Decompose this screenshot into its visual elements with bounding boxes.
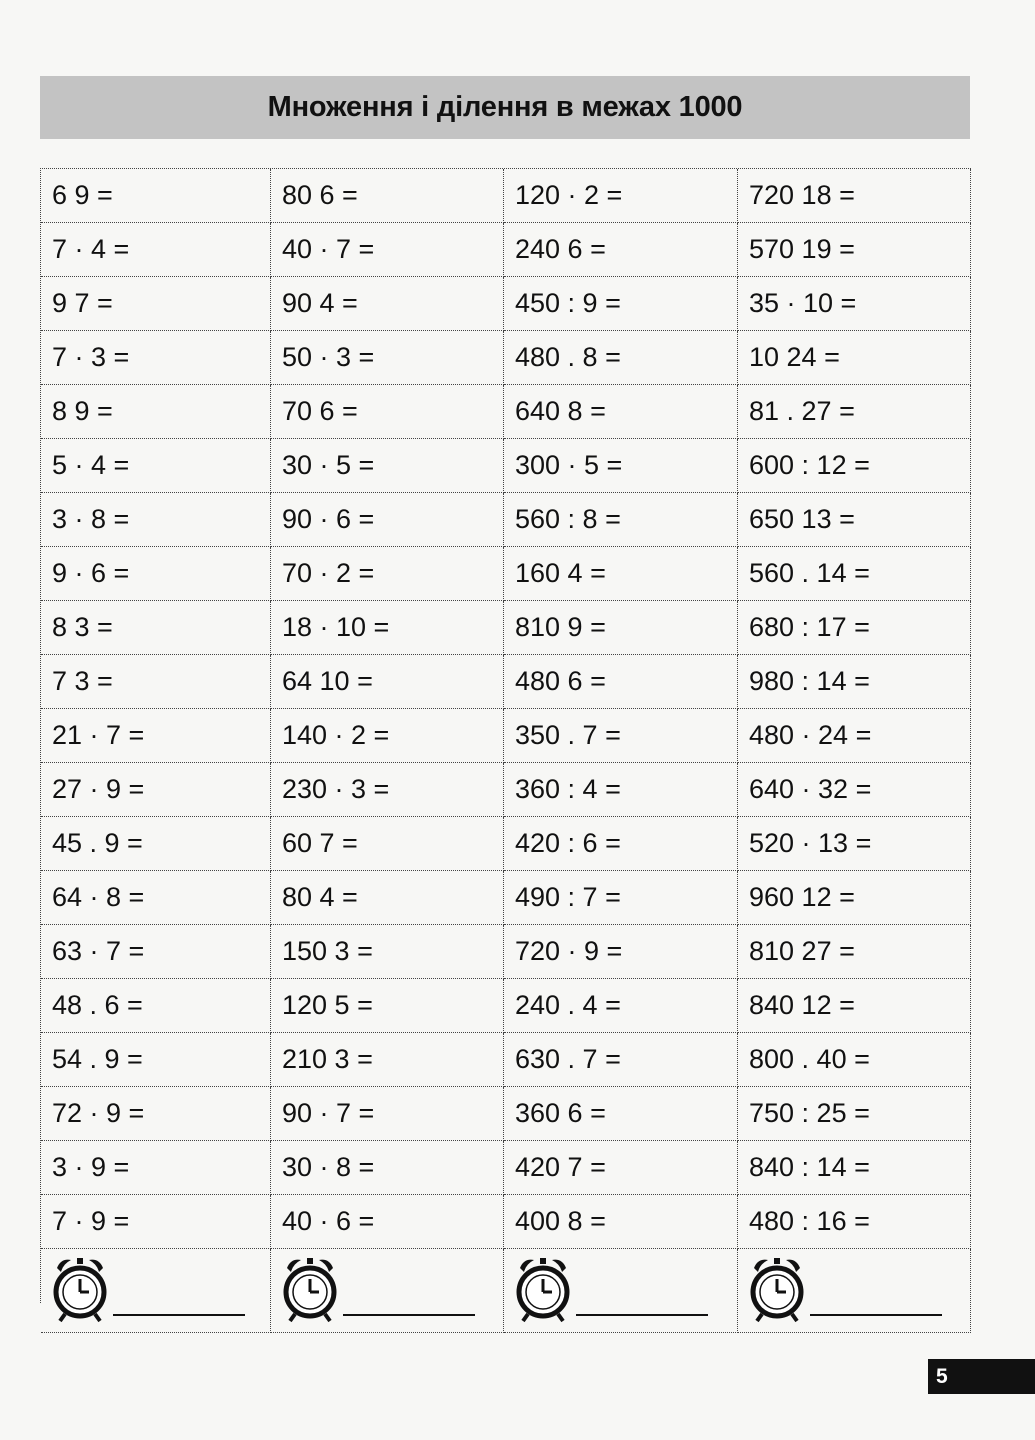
exercise-cell: 54 . 9 = — [41, 1033, 271, 1087]
page-title: Множення і ділення в межах 1000 — [267, 91, 743, 123]
exercise-cell: 800 . 40 = — [738, 1033, 971, 1087]
exercise-cell: 7 · 3 = — [41, 331, 271, 385]
alarm-clock-icon — [281, 1254, 339, 1324]
exercise-cell: 9 7 = — [41, 277, 271, 331]
exercise-cell: 960 12 = — [738, 871, 971, 925]
exercise-cell: 6 9 = — [41, 169, 271, 223]
exercise-cell: 420 7 = — [504, 1141, 738, 1195]
exercise-cell: 400 8 = — [504, 1195, 738, 1249]
alarm-clock-icon — [514, 1254, 572, 1324]
alarm-clock-icon — [51, 1254, 109, 1324]
exercise-cell: 840 : 14 = — [738, 1141, 971, 1195]
exercise-cell: 600 : 12 = — [738, 439, 971, 493]
exercise-cell: 64 · 8 = — [41, 871, 271, 925]
exercise-cell: 48 . 6 = — [41, 979, 271, 1033]
exercise-cell: 7 3 = — [41, 655, 271, 709]
exercise-cell: 80 4 = — [271, 871, 504, 925]
exercise-cell: 60 7 = — [271, 817, 504, 871]
exercise-cell: 650 13 = — [738, 493, 971, 547]
exercise-cell: 840 12 = — [738, 979, 971, 1033]
exercise-cell: 7 · 9 = — [41, 1195, 271, 1249]
timer-cell — [504, 1249, 738, 1333]
exercise-cell: 90 · 6 = — [271, 493, 504, 547]
exercise-cell: 360 6 = — [504, 1087, 738, 1141]
exercise-cell: 450 : 9 = — [504, 277, 738, 331]
exercise-cell: 490 : 7 = — [504, 871, 738, 925]
exercise-cell: 35 · 10 = — [738, 277, 971, 331]
exercise-grid — [40, 168, 971, 1303]
exercise-cell: 720 · 9 = — [504, 925, 738, 979]
exercise-cell: 230 · 3 = — [271, 763, 504, 817]
exercise-cell: 480 : 16 = — [738, 1195, 971, 1249]
exercise-cell: 350 . 7 = — [504, 709, 738, 763]
exercise-cell: 3 · 9 = — [41, 1141, 271, 1195]
exercise-cell: 560 . 14 = — [738, 547, 971, 601]
exercise-cell: 480 . 8 = — [504, 331, 738, 385]
exercise-cell: 5 · 4 = — [41, 439, 271, 493]
time-answer-line[interactable] — [810, 1314, 942, 1316]
exercise-cell: 40 · 6 = — [271, 1195, 504, 1249]
exercise-cell: 150 3 = — [271, 925, 504, 979]
exercise-cell: 240 . 4 = — [504, 979, 738, 1033]
exercise-cell: 120 · 2 = — [504, 169, 738, 223]
exercise-cell: 980 : 14 = — [738, 655, 971, 709]
exercise-cell: 680 : 17 = — [738, 601, 971, 655]
exercise-cell: 45 . 9 = — [41, 817, 271, 871]
exercise-cell: 560 : 8 = — [504, 493, 738, 547]
exercise-cell: 480 · 24 = — [738, 709, 971, 763]
exercise-cell: 70 · 2 = — [271, 547, 504, 601]
time-answer-line[interactable] — [576, 1314, 708, 1316]
exercise-cell: 21 · 7 = — [41, 709, 271, 763]
exercise-cell: 27 · 9 = — [41, 763, 271, 817]
timer-cell — [738, 1249, 971, 1333]
exercise-cell: 240 6 = — [504, 223, 738, 277]
exercise-cell: 81 . 27 = — [738, 385, 971, 439]
exercise-cell: 160 4 = — [504, 547, 738, 601]
time-answer-line[interactable] — [113, 1314, 245, 1316]
exercise-cell: 300 · 5 = — [504, 439, 738, 493]
exercise-cell: 420 : 6 = — [504, 817, 738, 871]
exercise-cell: 70 6 = — [271, 385, 504, 439]
exercise-cell: 30 · 5 = — [271, 439, 504, 493]
exercise-cell: 8 3 = — [41, 601, 271, 655]
time-answer-line[interactable] — [343, 1314, 475, 1316]
exercise-cell: 18 · 10 = — [271, 601, 504, 655]
exercise-cell: 570 19 = — [738, 223, 971, 277]
exercise-cell: 90 · 7 = — [271, 1087, 504, 1141]
exercise-cell: 810 27 = — [738, 925, 971, 979]
exercise-cell: 630 . 7 = — [504, 1033, 738, 1087]
timer-cell — [271, 1249, 504, 1333]
exercise-cell: 140 · 2 = — [271, 709, 504, 763]
exercise-cell: 3 · 8 = — [41, 493, 271, 547]
exercise-cell: 120 5 = — [271, 979, 504, 1033]
exercise-cell: 480 6 = — [504, 655, 738, 709]
exercise-cell: 72 · 9 = — [41, 1087, 271, 1141]
exercise-cell: 7 · 4 = — [41, 223, 271, 277]
exercise-cell: 90 4 = — [271, 277, 504, 331]
exercise-cell: 10 24 = — [738, 331, 971, 385]
exercise-cell: 810 9 = — [504, 601, 738, 655]
page-number: 5 — [928, 1359, 1035, 1394]
exercise-cell: 8 9 = — [41, 385, 271, 439]
alarm-clock-icon — [748, 1254, 806, 1324]
exercise-cell: 9 · 6 = — [41, 547, 271, 601]
exercise-cell: 640 · 32 = — [738, 763, 971, 817]
exercise-cell: 750 : 25 = — [738, 1087, 971, 1141]
exercise-cell: 63 · 7 = — [41, 925, 271, 979]
title-banner — [40, 76, 970, 139]
exercise-cell: 30 · 8 = — [271, 1141, 504, 1195]
exercise-cell: 720 18 = — [738, 169, 971, 223]
exercise-cell: 40 · 7 = — [271, 223, 504, 277]
exercise-cell: 210 3 = — [271, 1033, 504, 1087]
exercise-cell: 64 10 = — [271, 655, 504, 709]
exercise-cell: 50 · 3 = — [271, 331, 504, 385]
exercise-cell: 640 8 = — [504, 385, 738, 439]
exercise-cell: 520 · 13 = — [738, 817, 971, 871]
exercise-cell: 360 : 4 = — [504, 763, 738, 817]
timer-cell — [41, 1249, 271, 1333]
exercise-cell: 80 6 = — [271, 169, 504, 223]
